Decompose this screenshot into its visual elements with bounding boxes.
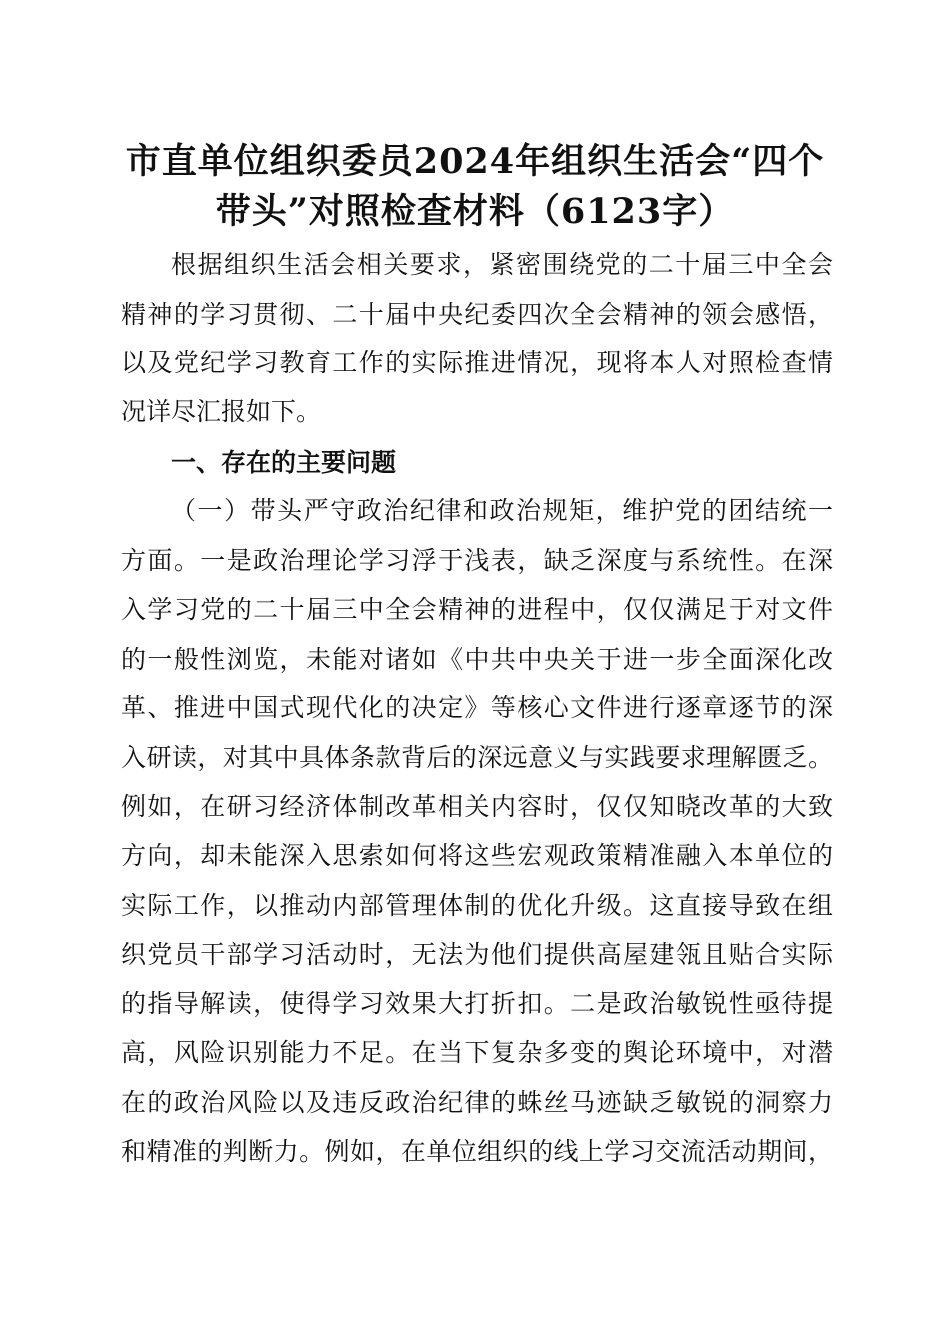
- intro-line: 以及党纪学习教育工作的实际推进情况，现将本人对照检查情: [121, 348, 833, 377]
- paragraph-line: 方面。一是政治理论学习浮于浅表，缺乏深度与系统性。在深: [121, 546, 833, 575]
- paragraph-line: 实际工作，以推动内部管理体制的优化升级。这直接导致在组: [121, 891, 833, 920]
- document-title-line-2: 带头”对照检查材料（6123字）: [215, 191, 735, 232]
- paragraph-line: 织党员干部学习活动时，无法为他们提供高屋建瓴且贴合实际: [121, 940, 833, 969]
- paragraph-line: 入研读，对其中具体条款背后的深远意义与实践要求理解匮乏。: [121, 743, 833, 772]
- document-title-line-1: 市直单位组织委员2024年组织生活会“四个: [125, 141, 825, 182]
- intro-line: 况详尽汇报如下。: [121, 397, 322, 426]
- paragraph-line: 革、推进中国式现代化的决定》等核心文件进行逐章逐节的深: [121, 693, 833, 722]
- intro-line: 精神的学习贯彻、二十届中央纪委四次全会精神的领会感悟，: [121, 300, 833, 329]
- paragraph-line: 和精准的判断力。例如，在单位组织的线上学习交流活动期间，: [121, 1137, 833, 1166]
- paragraph-line: 高，风险识别能力不足。在当下复杂多变的舆论环境中，对潜: [121, 1038, 833, 1067]
- intro-line: 根据组织生活会相关要求，紧密围绕党的二十届三中全会: [171, 250, 833, 279]
- paragraph-line: 的一般性浏览，未能对诸如《中共中央关于进一步全面深化改: [121, 645, 833, 674]
- paragraph-line: 例如，在研习经济体制改革相关内容时，仅仅知晓改革的大致: [121, 792, 833, 821]
- paragraph-line: 在的政治风险以及违反政治纪律的蛛丝马迹缺乏敏锐的洞察力: [121, 1088, 833, 1117]
- paragraph-line: 的指导解读，使得学习效果大打折扣。二是政治敏锐性亟待提: [121, 989, 833, 1018]
- paragraph-line: （一）带头严守政治纪律和政治规矩，维护党的团结统一: [171, 496, 833, 525]
- section-heading: 一、存在的主要问题: [171, 448, 397, 477]
- paragraph-line: 方向，却未能深入思索如何将这些宏观政策精准融入本单位的: [121, 841, 833, 870]
- paragraph-line: 入学习党的二十届三中全会精神的进程中，仅仅满足于对文件: [121, 595, 833, 624]
